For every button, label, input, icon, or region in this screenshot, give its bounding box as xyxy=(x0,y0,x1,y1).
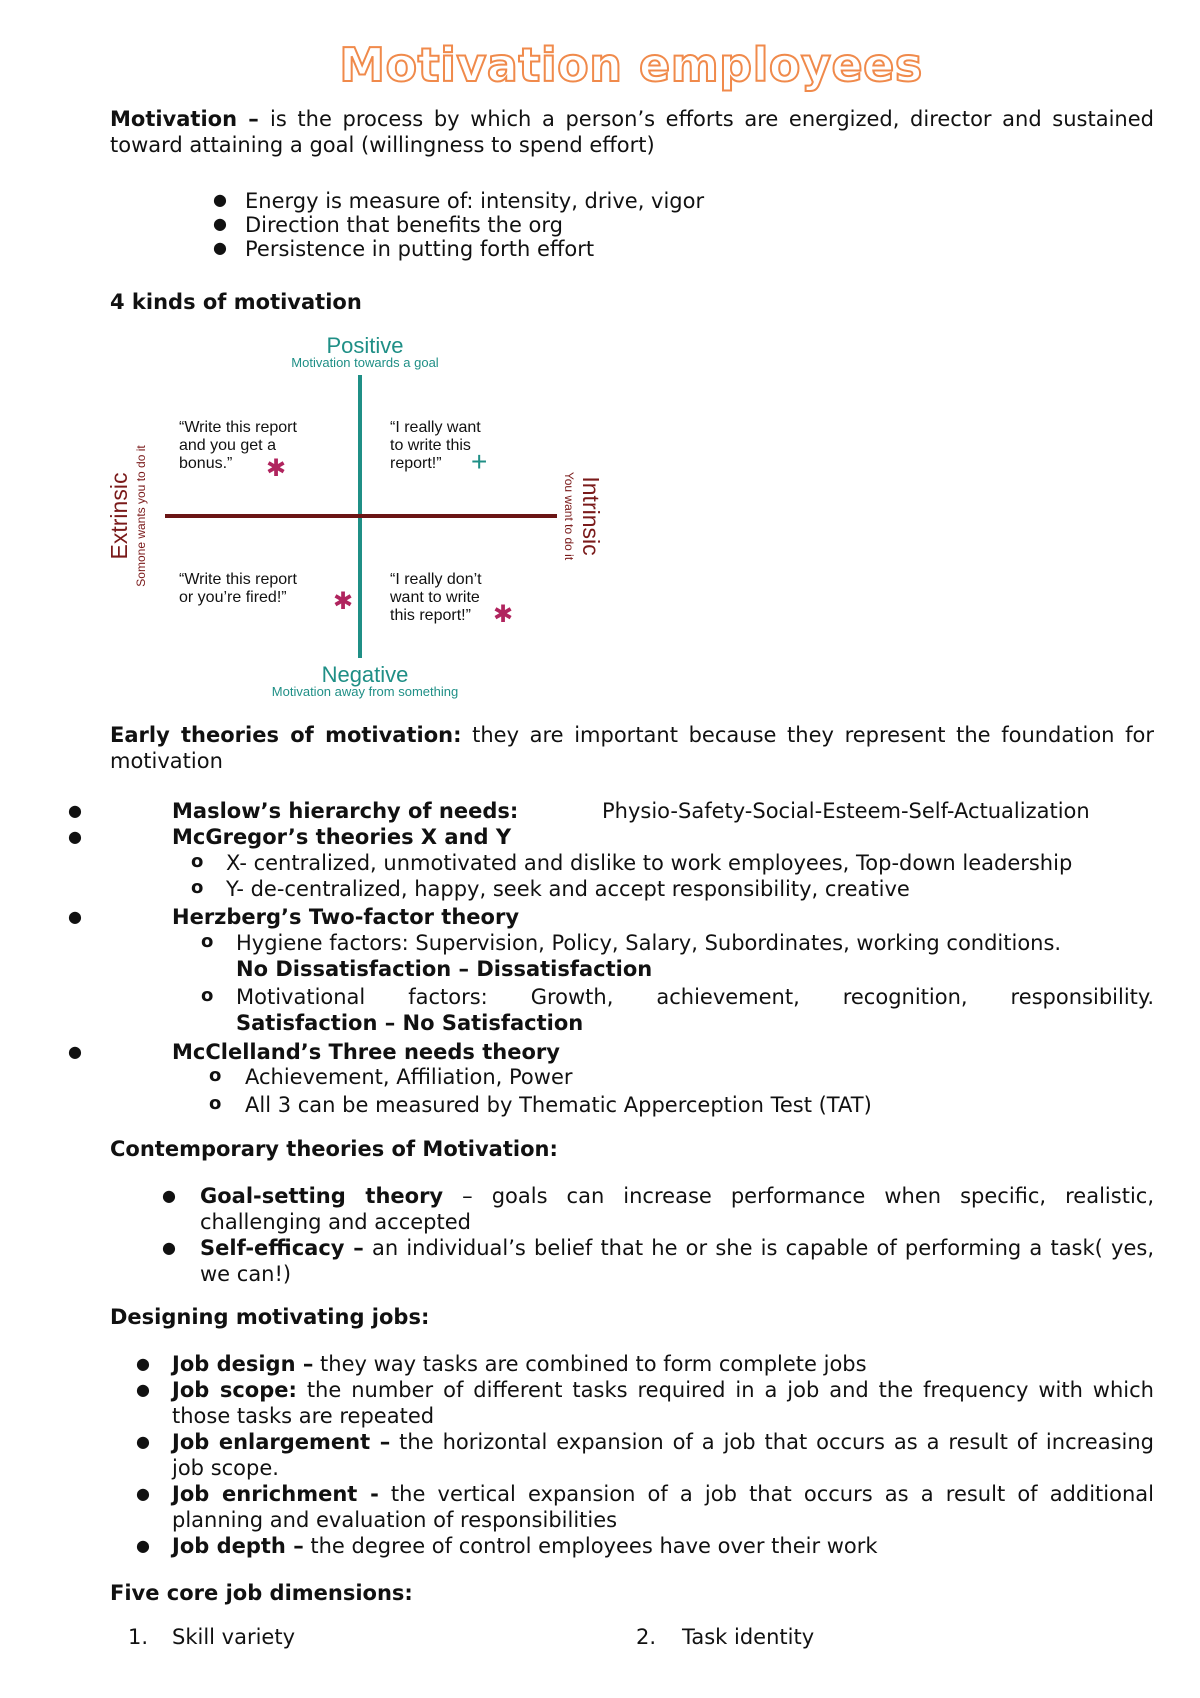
bullet-icon: ● xyxy=(213,190,227,209)
positive-sub: Motivation towards a goal xyxy=(291,355,439,370)
job-enrichment-item: Job enrichment - the vertical expansion of a job that occurs as a result of additional planning and evaluation of responsibilities xyxy=(172,1482,1154,1532)
bullet-icon: ● xyxy=(162,1186,176,1205)
quote-top-right: “I really want to write this report!” xyxy=(390,419,481,472)
bullet-icon: ● xyxy=(162,1238,176,1257)
motivation-text: is the process by which a person’s efforts are energized, director and sustained toward attaining a goal (willingness to spend effort) xyxy=(110,107,1154,157)
document-title: Motivation employees xyxy=(339,38,923,92)
job-scope-item: Job scope: the number of different tasks required in a job and the frequency with which those tasks are repeated xyxy=(172,1378,1154,1428)
core-item-task-identity: Task identity xyxy=(682,1625,815,1649)
bullet-icon: ● xyxy=(213,214,227,233)
sub-bullet-icon: o xyxy=(191,877,204,898)
positive-label: Positive xyxy=(326,333,404,358)
bullet-icon: ● xyxy=(136,1484,150,1503)
bullet-icon: ● xyxy=(136,1380,150,1399)
intrinsic-label: Intrinsic xyxy=(578,476,604,556)
extrinsic-label: Extrinsic xyxy=(106,472,132,560)
quote-bottom-right: “I really don’t want to write this report!” xyxy=(390,571,482,624)
contemporary-heading: Contemporary theories of Motivation: xyxy=(110,1137,558,1161)
star-icon: ✱ xyxy=(333,588,354,615)
extrinsic-sub: Somone wants you to do it xyxy=(134,445,148,587)
motivation-term: Motivation xyxy=(110,107,238,131)
quadrant-svg xyxy=(95,325,640,705)
goal-setting-item: Goal-setting theory – goals can increase performance when specific, realistic, challenging and accepted xyxy=(200,1184,1154,1234)
quote-top-left: “Write this report and you get a bonus.” xyxy=(179,419,297,472)
maslow-label: Maslow’s hierarchy of needs: xyxy=(172,799,519,823)
negative-label: Negative xyxy=(321,662,409,687)
core-item-number: 1. xyxy=(128,1625,149,1649)
mcclelland-label: McClelland’s Three needs theory xyxy=(172,1040,560,1064)
sub-bullet-icon: o xyxy=(201,931,214,952)
maslow-value: Physio-Safety-Social-Esteem-Self-Actualization xyxy=(602,799,1090,823)
hygiene-result: No Dissatisfaction – Dissatisfaction xyxy=(236,957,653,981)
job-design-item: Job design – they way tasks are combined to form complete jobs xyxy=(172,1352,867,1376)
energy-bullet: Persistence in putting forth effort xyxy=(245,237,595,261)
motivational-result: Satisfaction – No Satisfaction xyxy=(236,1011,584,1035)
mcgregor-x: X- centralized, unmotivated and dislike to work employees, Top-down leadership xyxy=(226,851,1073,875)
sub-bullet-icon: o xyxy=(191,851,204,872)
motivation-dash: – xyxy=(237,107,271,131)
quote-bottom-left: “Write this report or you’re fired!” xyxy=(179,571,297,606)
self-efficacy-item: Self-efficacy – an individual’s belief that he or she is capable of performing a task( yes, we can!) xyxy=(200,1236,1154,1286)
bullet-icon: ● xyxy=(68,907,82,926)
bullet-icon: ● xyxy=(136,1354,150,1373)
bullet-icon: ● xyxy=(136,1536,150,1555)
bullet-icon: ● xyxy=(68,827,82,846)
plus-icon: + xyxy=(471,446,488,477)
energy-bullet: Energy is measure of: intensity, drive, vigor xyxy=(245,189,705,213)
mcgregor-label: McGregor’s theories X and Y xyxy=(172,825,512,849)
hygiene-factors: Hygiene factors: Supervision, Policy, Salary, Subordinates, working conditions. xyxy=(236,931,1062,955)
core-item-number: 2. xyxy=(636,1625,657,1649)
designing-heading: Designing motivating jobs: xyxy=(110,1305,430,1329)
bullet-icon: ● xyxy=(68,1042,82,1061)
star-icon: ✱ xyxy=(493,601,514,628)
herzberg-label: Herzberg’s Two-factor theory xyxy=(172,905,520,929)
sub-bullet-icon: o xyxy=(201,985,214,1006)
core-dimensions-heading: Five core job dimensions: xyxy=(110,1581,413,1605)
job-depth-item: Job depth – the degree of control employees have over their work xyxy=(172,1534,878,1558)
mcgregor-y: Y- de-centralized, happy, seek and accept responsibility, creative xyxy=(226,877,910,901)
early-theories-intro xyxy=(110,722,1154,774)
star-icon: ✱ xyxy=(266,455,287,482)
job-enlargement-item: Job enlargement – the horizontal expansion of a job that occurs as a result of increasing job scope. xyxy=(172,1430,1155,1480)
sub-bullet-icon: o xyxy=(209,1093,222,1114)
sub-bullet-icon: o xyxy=(209,1065,222,1086)
core-item-skill-variety: Skill variety xyxy=(172,1625,296,1649)
early-theories-heading: Early theories of motivation: xyxy=(110,723,462,747)
motivation-quadrant-diagram xyxy=(95,325,640,705)
mcclelland-tat: All 3 can be measured by Thematic Apperception Test (TAT) xyxy=(245,1093,872,1117)
mcclelland-needs: Achievement, Affiliation, Power xyxy=(245,1065,573,1089)
intrinsic-sub: You want to do it xyxy=(562,471,576,561)
motivational-factors: Motivational factors: Growth, achievement, recognition, responsibility. xyxy=(236,985,1154,1009)
kinds-heading: 4 kinds of motivation xyxy=(110,290,362,314)
bullet-icon: ● xyxy=(68,801,82,820)
early-theories-text: they are important because they represent the foundation for motivation xyxy=(110,723,1154,773)
bullet-icon: ● xyxy=(136,1432,150,1451)
bullet-icon: ● xyxy=(213,238,227,257)
motivation-definition xyxy=(110,106,1154,158)
negative-sub: Motivation away from something xyxy=(271,684,459,699)
energy-bullet: Direction that benefits the org xyxy=(245,213,564,237)
